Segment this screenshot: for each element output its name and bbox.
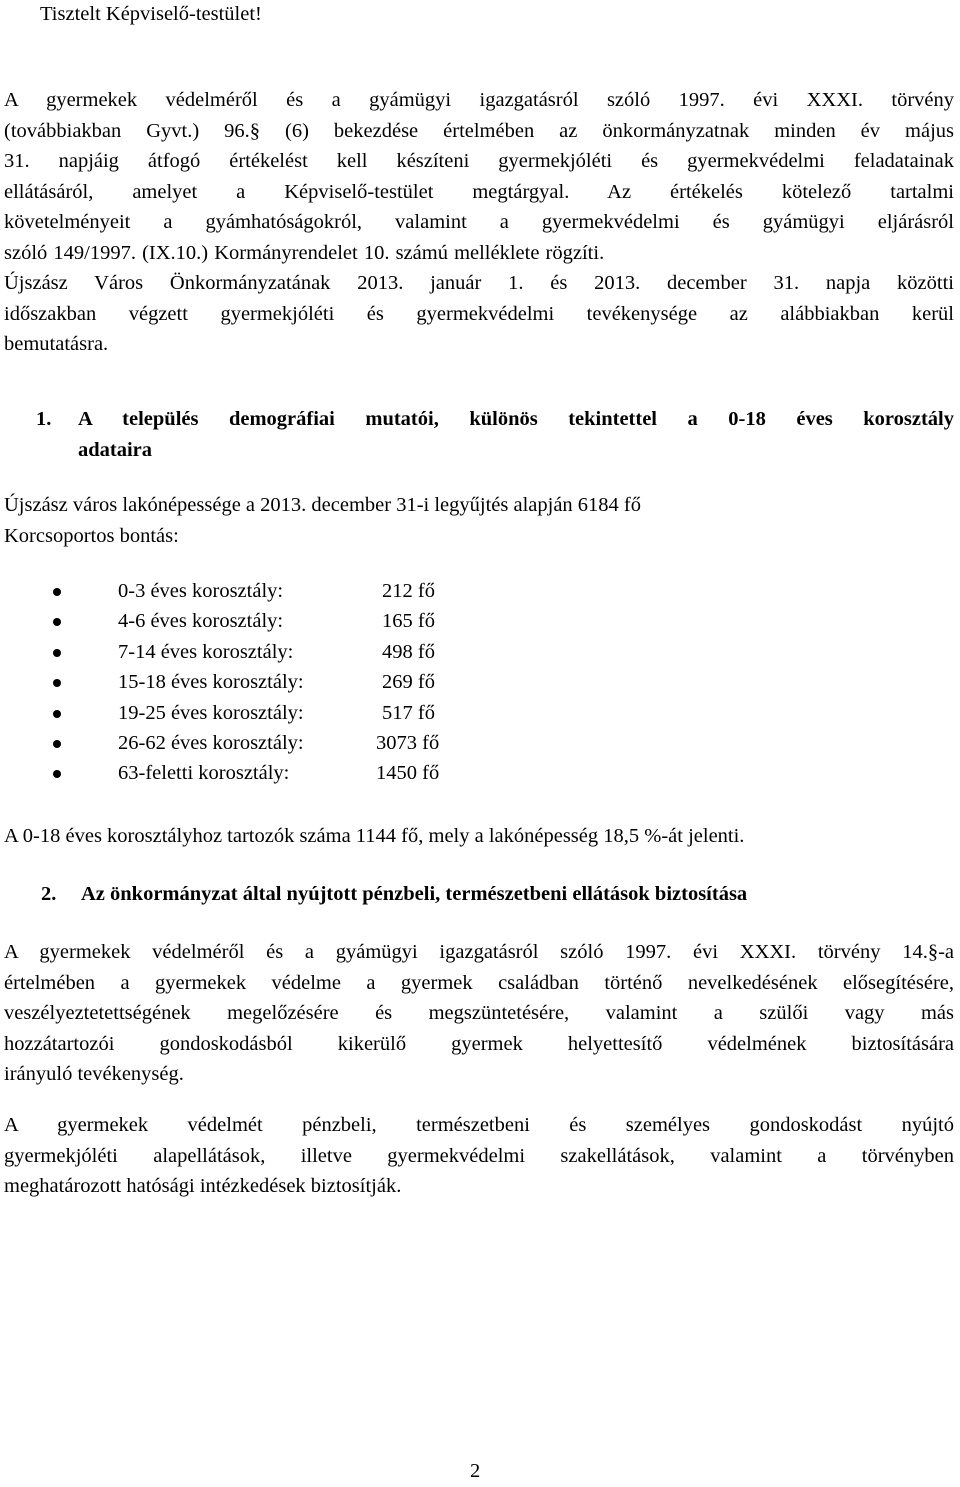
- bullet-icon: [53, 649, 61, 657]
- age-group-label: 26-62 éves korosztály:: [118, 731, 304, 754]
- child-protection-paragraph: [4, 937, 954, 1090]
- population-block: [4, 490, 954, 551]
- age-group-value: 498 fő: [382, 640, 435, 663]
- paragraph-line: veszélyeztetettségének megelőzésére és megszüntetésére, valamint a szülői vagy más: [4, 1002, 954, 1025]
- intro-paragraph: [4, 85, 954, 269]
- paragraph-line: hozzátartozói gondoskodásból kikerülő gyermek helyettesítő védelmének biztosítására: [4, 1032, 954, 1055]
- population-total: Újszász város lakónépessége a 2013. december 31-i legyűjtés alapján 6184 fő: [4, 494, 641, 516]
- page-number: 2: [470, 1460, 481, 1482]
- paragraph-line: értelmében a gyermekek védelme a gyermek családban történő nevelkedésének elősegítésére,: [4, 971, 954, 994]
- section-title: [78, 404, 954, 465]
- intro-line: szóló 149/1997. (IX.10.) Kormányrendelet 10. számú melléklete rögzíti.: [4, 241, 605, 264]
- age-breakdown-label: Korcsoportos bontás:: [4, 524, 179, 547]
- paragraph-line: meghatározott hatósági intézkedések biztosítják.: [4, 1175, 402, 1198]
- intro-line: ellátásáról, amelyet a Képviselő-testület megtárgyal. Az értékelés kötelező tartalmi: [4, 180, 954, 203]
- salutation: Tisztelt Képviselő-testület!: [40, 3, 262, 25]
- age-group-label: 63-feletti korosztály:: [118, 762, 290, 785]
- age-group-value: 1450 fő: [376, 762, 440, 785]
- intro-line: A gyermekek védelméről és a gyámügyi igazgatásról szóló 1997. évi XXXI. törvény: [4, 89, 954, 111]
- age-group-value: 269 fő: [382, 671, 435, 694]
- age-group-label: 15-18 éves korosztály:: [118, 671, 304, 694]
- age-group-label: 7-14 éves korosztály:: [118, 640, 294, 663]
- intro-line: 31. napjáig átfogó értékelést kell készíteni gyermekjóléti és gyermekvédelmi feladatainak: [4, 150, 954, 173]
- section-title-line: A település demográfiai mutatói, különös tekintettel a 0-18 éves korosztály: [78, 408, 954, 430]
- paragraph-line: A gyermekek védelméről és a gyámügyi igazgatásról szóló 1997. évi XXXI. törvény 14.§-a: [4, 941, 954, 963]
- paragraph-line: gyermekjóléti alapellátások, illetve gyermekvédelmi szakellátások, valamint a törvényben: [4, 1144, 954, 1167]
- section-number: 2.: [41, 883, 57, 905]
- section-title-line: adataira: [78, 438, 153, 461]
- section-number: 1.: [36, 408, 52, 430]
- intro-line: követelményeit a gyámhatóságokról, valamint a gyermekvédelmi és gyámügyi eljárásról: [4, 211, 954, 234]
- age-group-value: 517 fő: [382, 701, 435, 724]
- bullet-icon: [53, 618, 61, 626]
- age-group-label: 19-25 éves korosztály:: [118, 701, 304, 724]
- period-line: bemutatásra.: [4, 333, 109, 356]
- bullet-icon: [53, 679, 61, 687]
- period-paragraph: [4, 268, 954, 360]
- age-group-value: 3073 fő: [376, 731, 440, 754]
- paragraph-line: irányuló tevékenység.: [4, 1063, 184, 1086]
- age-group-value: 165 fő: [382, 610, 435, 633]
- bullet-icon: [53, 710, 61, 718]
- period-line: Újszász Város Önkormányzatának 2013. január 1. és 2013. december 31. napja közötti: [4, 272, 954, 294]
- section-title: Az önkormányzat által nyújtott pénzbeli, természetbeni ellátások biztosítása: [81, 883, 748, 905]
- bullet-icon: [53, 740, 61, 748]
- bullet-icon: [53, 770, 61, 778]
- age-group-value: 212 fő: [382, 580, 435, 602]
- youth-summary: A 0-18 éves korosztályhoz tartozók száma 1144 fő, mely a lakónépesség 18,5 %-át jelenti.: [4, 825, 745, 847]
- section-heading-1: [4, 404, 954, 465]
- period-line: időszakban végzett gyermekjóléti és gyermekvédelmi tevékenysége az alábbiakban kerül: [4, 302, 954, 325]
- paragraph-line: A gyermekek védelmét pénzbeli, természetbeni és személyes gondoskodást nyújtó: [4, 1114, 954, 1136]
- intro-line: (továbbiakban Gyvt.) 96.§ (6) bekezdése értelmében az önkormányzatnak minden év május: [4, 119, 954, 142]
- age-group-label: 0-3 éves korosztály:: [118, 580, 284, 602]
- services-paragraph: [4, 1110, 954, 1202]
- bullet-icon: [53, 588, 61, 596]
- age-group-label: 4-6 éves korosztály:: [118, 610, 284, 633]
